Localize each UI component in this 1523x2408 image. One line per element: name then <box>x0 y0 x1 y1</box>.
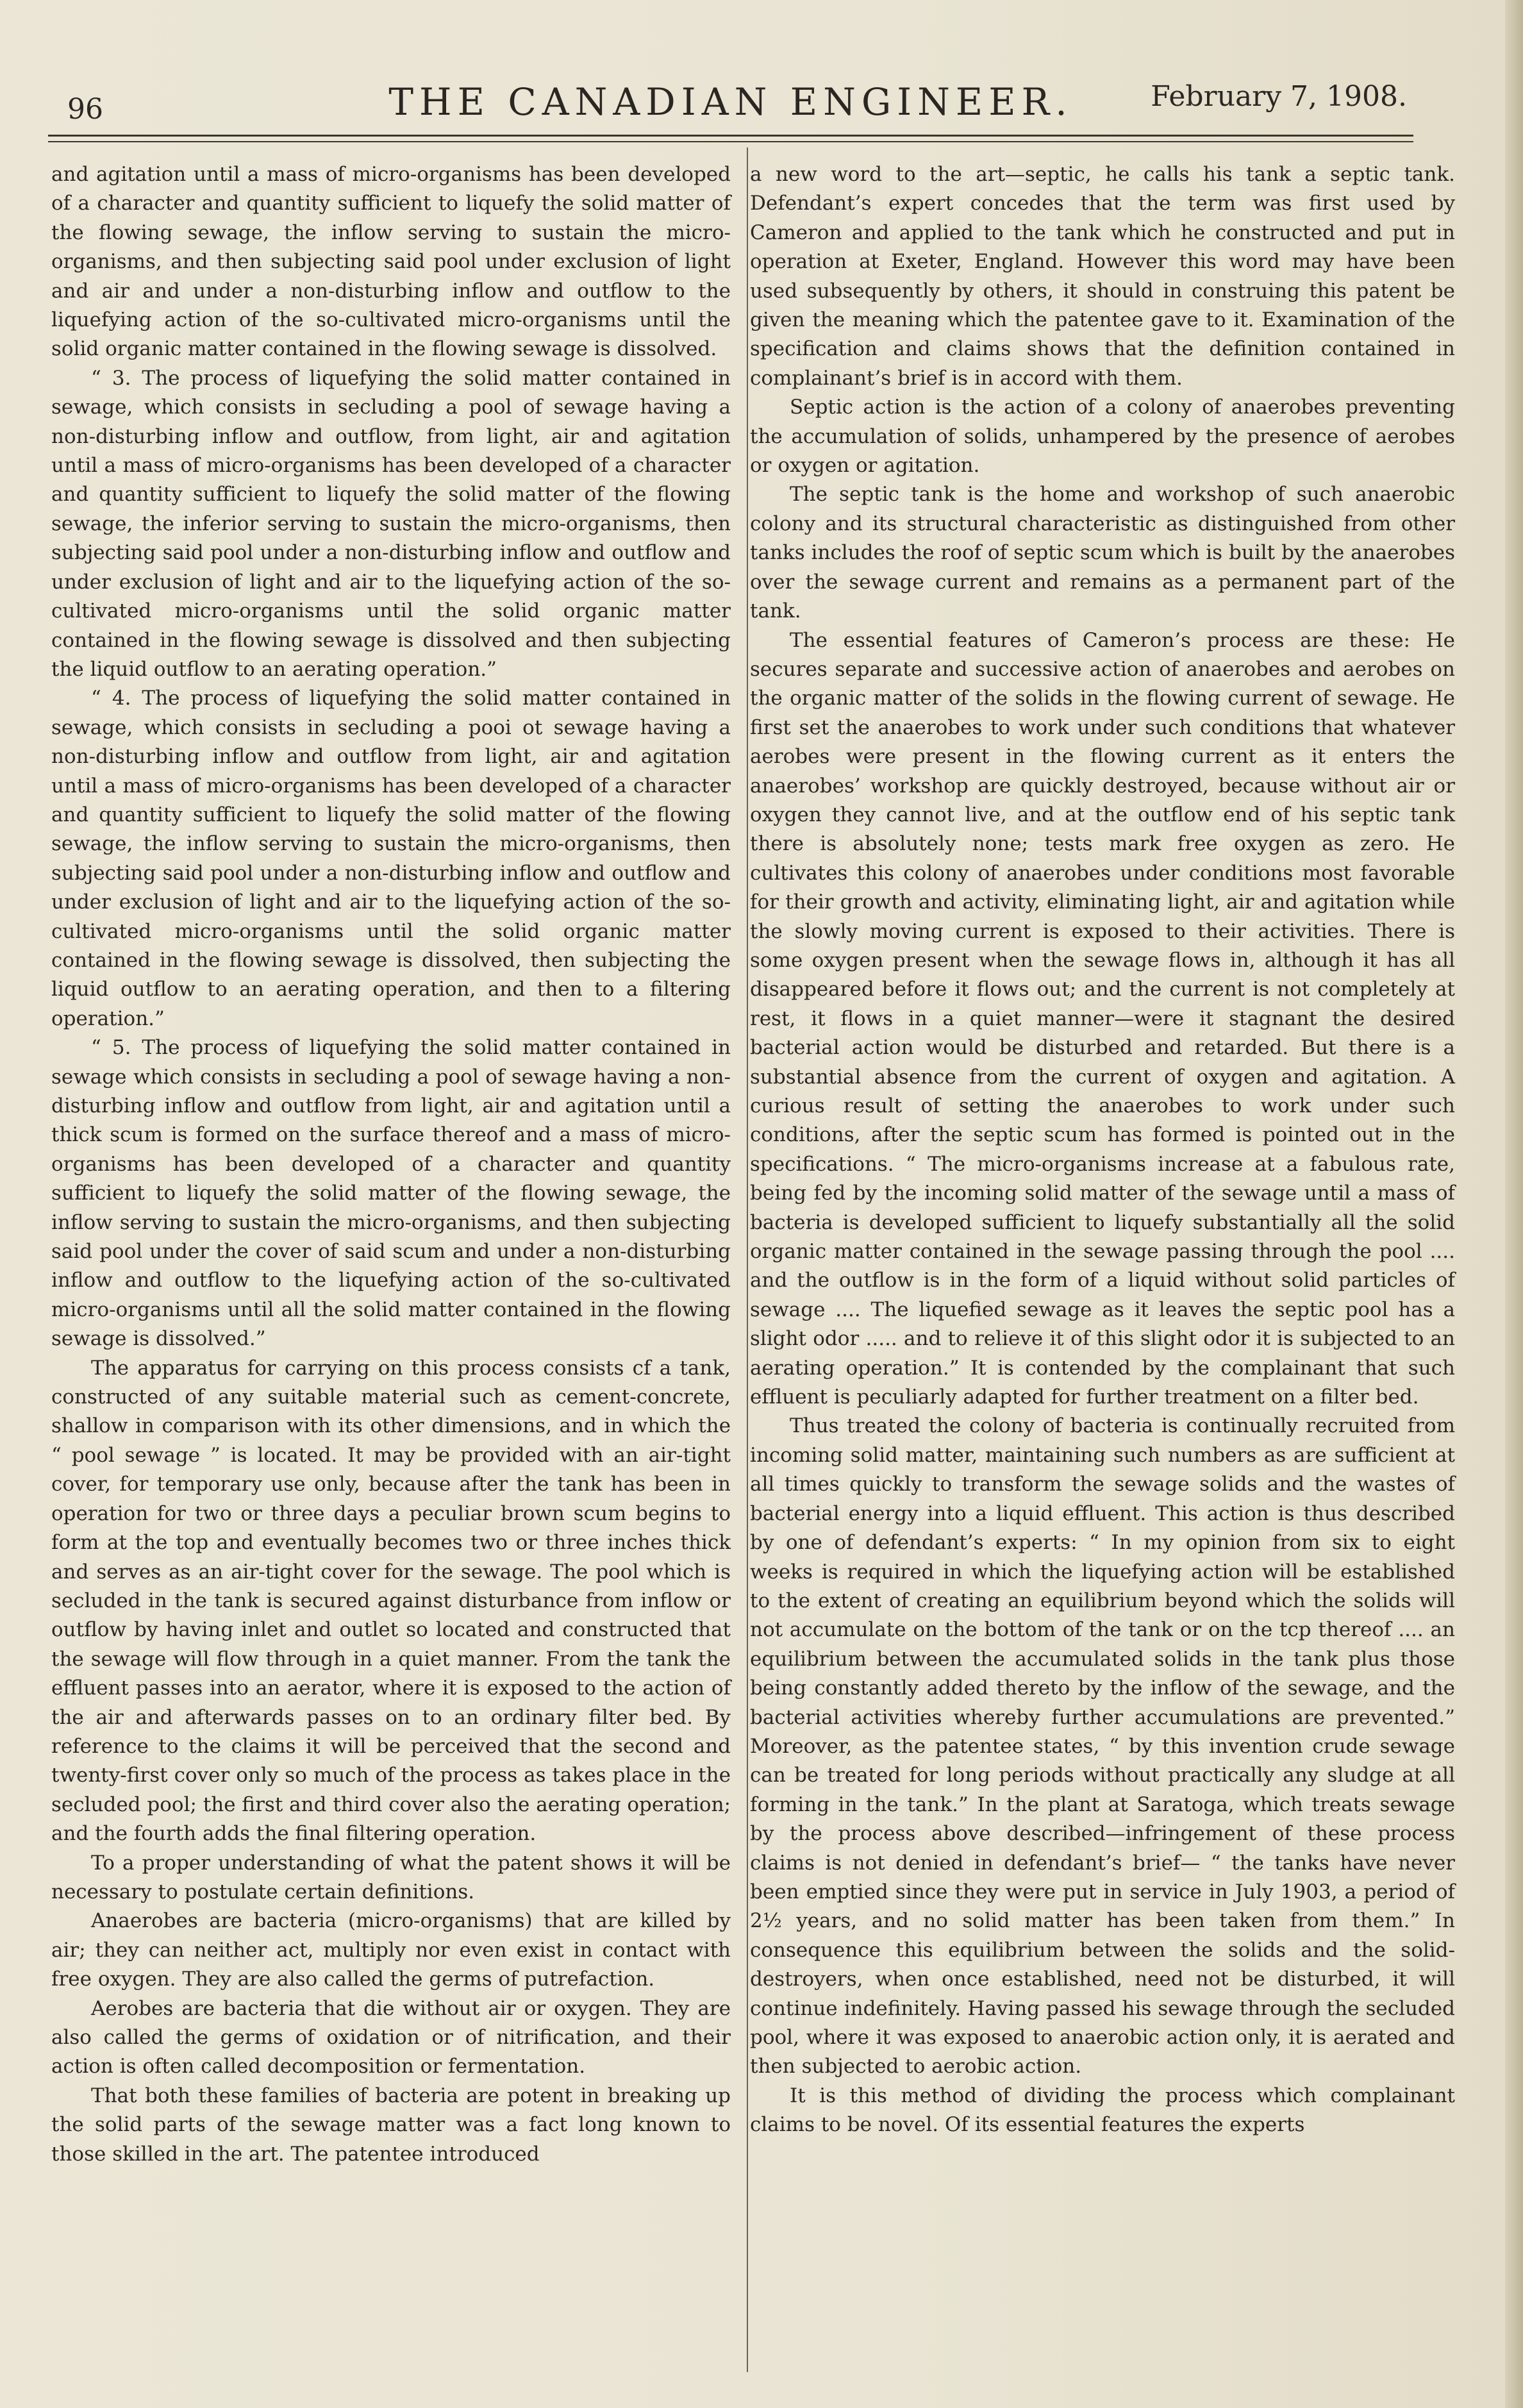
paragraph: The septic tank is the home and workshop of such anaerobic colony and its structural characteristic as distinguished from other tanks includes the roof of septic scum which is built by the anaerobes over the sewage current and remains as a permanent part of the tank. <box>750 483 1455 623</box>
page-number: 96 <box>67 93 103 126</box>
paragraph: Anaerobes are bacteria (micro-organisms) that are killed by air; they can neither act, multiply nor even exist in contact with free oxygen. They are also called the germs of putrefaction. <box>51 1909 731 1991</box>
paragraph: and agitation until a mass of micro-organisms has been developed of a character and quantity sufficient to liquefy the solid matter of the flowing sewage, the inflow serving to sustain the micro-organisms, and then subjecting said pool under exclusion of light and air and under a non-disturbing inflow and outflow to the liquefying action of the so-cultivated micro-organisms until the solid organic matter contained in the flowing sewage is dissolved. <box>51 163 731 361</box>
right-column <box>750 160 1455 2385</box>
paragraph: a new word to the art—septic, he calls his tank a septic tank. Defendant’s expert concedes that the term was first used by Cameron and applied to the tank which he constructed and put in operation at Exeter, England. However this word may have been used subsequently by others, it should in construing this patent be given the meaning which the patentee gave to it. Examination of the specification and claims shows that the definition contained in complainant’s brief is in accord with them. <box>750 163 1455 390</box>
paragraph: “ 3. The process of liquefying the solid matter contained in sewage, which consists in secluding a pool of sewage having a non-disturbing inflow and outflow, from light, air and agitation until a mass of micro-organisms has been developed of a character and quantity sufficient to liquefy the solid matter of the flowing sewage, the inferior serving to sustain the micro-organisms, then subjecting said pool under a non-disturbing inflow and outflow and under exclusion of light and air to the liquefying action of the so-cultivated micro-organisms until the solid organic matter contained in the flowing sewage is dissolved and then subjecting the liquid outflow to an aerating operation.” <box>51 366 731 681</box>
header-rule <box>48 135 1413 137</box>
paragraph: Aerobes are bacteria that die without air or oxygen. They are also called the germs of oxidation or of nitrification, and their action is often called decomposition or fermentation. <box>51 1996 731 2078</box>
binding-edge <box>1505 0 1523 2408</box>
paragraph: Septic action is the action of a colony of anaerobes preventing the accumulation of solids, unhampered by the presence of aerobes or oxygen or agitation. <box>750 396 1455 478</box>
publication-title: THE CANADIAN ENGINEER. <box>388 80 1073 124</box>
issue-date: February 7, 1908. <box>1151 80 1407 113</box>
paragraph: It is this method of dividing the process which complainant claims to be novel. Of its essential features the experts <box>750 2084 1455 2137</box>
header-rule-thin <box>48 141 1413 142</box>
paragraph: The essential features of Cameron’s process are these: He secures separate and successive action of anaerobes and aerobes on the organic matter of the solids in the flowing current of sewage. He first set the anaerobes to work under such conditions that whatever aerobes were present in the flowing current as it enters the anaerobes’ workshop are quickly destroyed, because without air or oxygen they cannot live, and at the outflow end of his septic tank there is absolutely none; tests mark free oxygen as zero. He cultivates this colony of anaerobes under conditions most favorable for their growth and activity, eliminating light, air and agitation while the slowly moving current is exposed to their activities. There is some oxygen present when the sewage flows in, although it has all disappeared before it flows out; and the current is not completely at rest, it flows in a quiet manner—were it stagnant the desired bacterial action would be disturbed and retarded. But there is a substantial absence from the current of oxygen and agitation. A curious result of setting the anaerobes to work under such conditions, after the septic scum has formed is pointed out in the specifications. “ The micro-organisms increase at a fabulous rate, being fed by the incoming solid matter of the sewage until a mass of bacteria is developed sufficient to liquefy substantially all the solid organic matter contained in the sewage passing through the pool .... and the outflow is in the form of a liquid without solid particles of sewage .... The liquefied sewage as it leaves the septic pool has a slight odor ..... and to relieve it of this slight odor it is subjected to an aerating operation.” It is contended by the complainant that such effluent is peculiarly adapted for further treatment on a filter bed. <box>750 628 1455 1409</box>
paragraph: The apparatus for carrying on this process consists cf a tank, constructed of any suitable material such as cement-concrete, shallow in comparison with its other dimensions, and in which the “ pool sewage ” is located. It may be provided with an air-tight cover, for temporary use only, because after the tank has been in operation for two or three days a peculiar brown scum begins to form at the top and eventually becomes two or three inches thick and serves as an air-tight cover for the sewage. The pool which is secluded in the tank is secured against disturbance from inflow or outflow by having inlet and outlet so located and constructed that the sewage will flow through in a quiet manner. From the tank the effluent passes into an aerator, where it is exposed to the action of the air and afterwards passes on to an ordinary filter bed. By reference to the claims it will be perceived that the second and twenty-first cover only so much of the process as takes place in the secluded pool; the first and third cover also the aerating operation; and the fourth adds the final filtering operation. <box>51 1356 731 1846</box>
page-header <box>48 80 1413 131</box>
paragraph: Thus treated the colony of bacteria is continually recruited from incoming solid matter, maintaining such numbers as are sufficient at all times quickly to transform the sewage solids and the wastes of bacterial energy into a liquid effluent. This action is thus described by one of defendant’s experts: “ In my opinion from six to eight weeks is required in which the liquefying action will be established to the extent of creating an equilibrium beyond which the solids will not accumulate on the bottom of the tank or on the tcp thereof .... an equilibrium between the accumulated solids in the tank plus those being constantly added thereto by the inflow of the sewage, and the bacterial activities whereby further accumulations are prevented.” Moreover, as the patentee states, “ by this invention crude sewage can be treated for long periods without practically any sludge at all forming in the tank.” In the plant at Saratoga, which treats sewage by the process above described—infringement of these process claims is not denied in defendant’s brief— “ the tanks have never been emptied since they were put in service in July 1903, a period of 2½ years, and no solid matter has been taken from them.” In consequence this equilibrium between the solids and the solid-destroyers, when once established, need not be disturbed, it will continue indefinitely. Having passed his sewage through the secluded pool, where it was exposed to anaerobic action only, it is aerated and then subjected to aerobic action. <box>750 1414 1455 2078</box>
paragraph: “ 5. The process of liquefying the solid matter contained in sewage which consists in secluding a pool of sewage having a non-disturbing inflow and outflow from light, air and agitation until a thick scum is formed on the surface thereof and a mass of micro-organisms has been developed of a character and quantity sufficient to liquefy the solid matter of the flowing sewage, the inflow serving to sustain the micro-organisms, and then subjecting said pool under the cover of said scum and under a non-disturbing inflow and outflow to the liquefying action of the so-cultivated micro-organisms until all the solid matter contained in the flowing sewage is dissolved.” <box>51 1036 731 1351</box>
paragraph: “ 4. The process of liquefying the solid matter contained in sewage, which consists in secluding a pooi ot sewage having a non-disturbing inflow and outflow from light, air and agitation until a mass of micro-organisms has been developed of a character and quantity sufficient to liquefy the solid matter of the flowing sewage, the inflow serving to sustain the micro-organisms, then subjecting said pool under a non-disturbing inflow and outflow and under exclusion of light and air to the liquefying action of the so-cultivated micro-organisms until the solid organic matter contained in the flowing sewage is dissolved, then subjecting the liquid outflow to an aerating operation, and then to a filtering operation.” <box>51 687 731 1030</box>
left-column <box>51 160 731 2385</box>
paragraph: To a proper understanding of what the patent shows it will be necessary to postulate certain definitions. <box>51 1851 731 1903</box>
paragraph: That both these families of bacteria are potent in breaking up the solid parts of the sewage matter was a fact long known to those skilled in the art. The patentee introduced <box>51 2084 731 2166</box>
column-divider <box>747 147 748 2372</box>
